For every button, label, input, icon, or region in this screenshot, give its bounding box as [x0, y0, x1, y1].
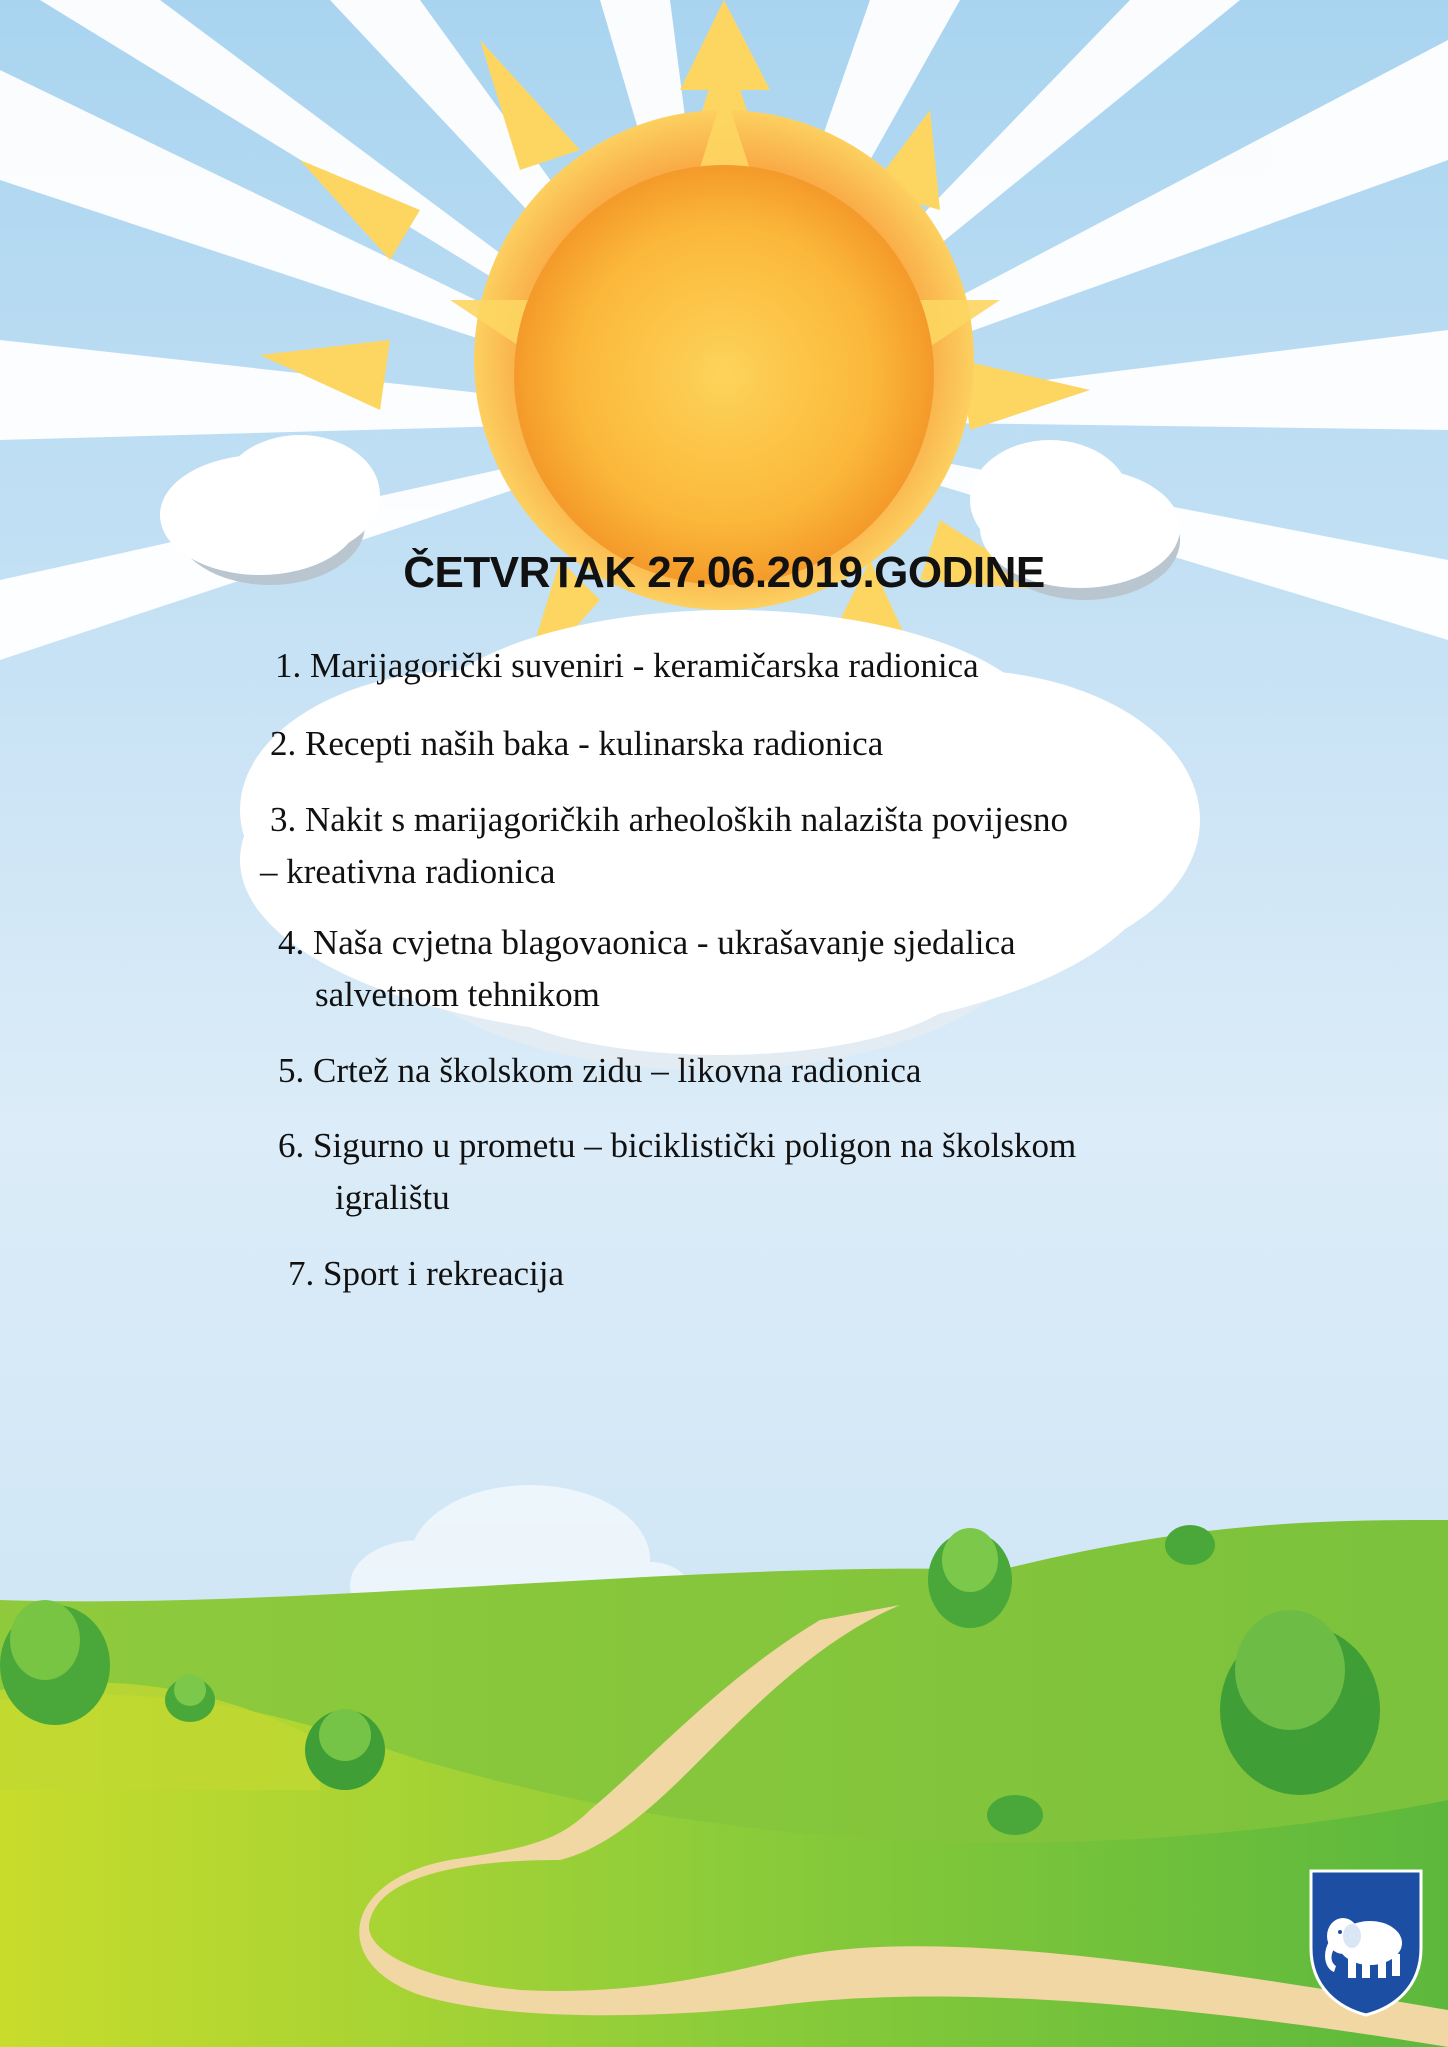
- list-item: 5. Crtež na školskom zidu – likovna radionica: [278, 1051, 922, 1090]
- list-item-continuation: igralištu: [335, 1178, 450, 1217]
- list-item: 7. Sport i rekreacija: [288, 1254, 565, 1293]
- list-item: 4. Naša cvjetna blagovaonica - ukrašavanje sjedalica: [278, 923, 1016, 962]
- list-item: 3. Nakit s marijagoričkih arheoloških nalazišta povijesno: [270, 800, 1068, 839]
- list-item: 6. Sigurno u prometu – biciklistički poligon na školskom: [278, 1126, 1077, 1165]
- list-item-continuation: salvetnom tehnikom: [315, 975, 600, 1014]
- list-item-continuation: – kreativna radionica: [260, 852, 556, 891]
- elephant-crest-icon: [1308, 1868, 1424, 2018]
- list-item: 1. Marijagorički suveniri - keramičarska radionica: [275, 646, 979, 685]
- page-title: ČETVRTAK 27.06.2019.GODINE: [403, 548, 1045, 597]
- list-item: 2. Recepti naših baka - kulinarska radionica: [270, 724, 884, 763]
